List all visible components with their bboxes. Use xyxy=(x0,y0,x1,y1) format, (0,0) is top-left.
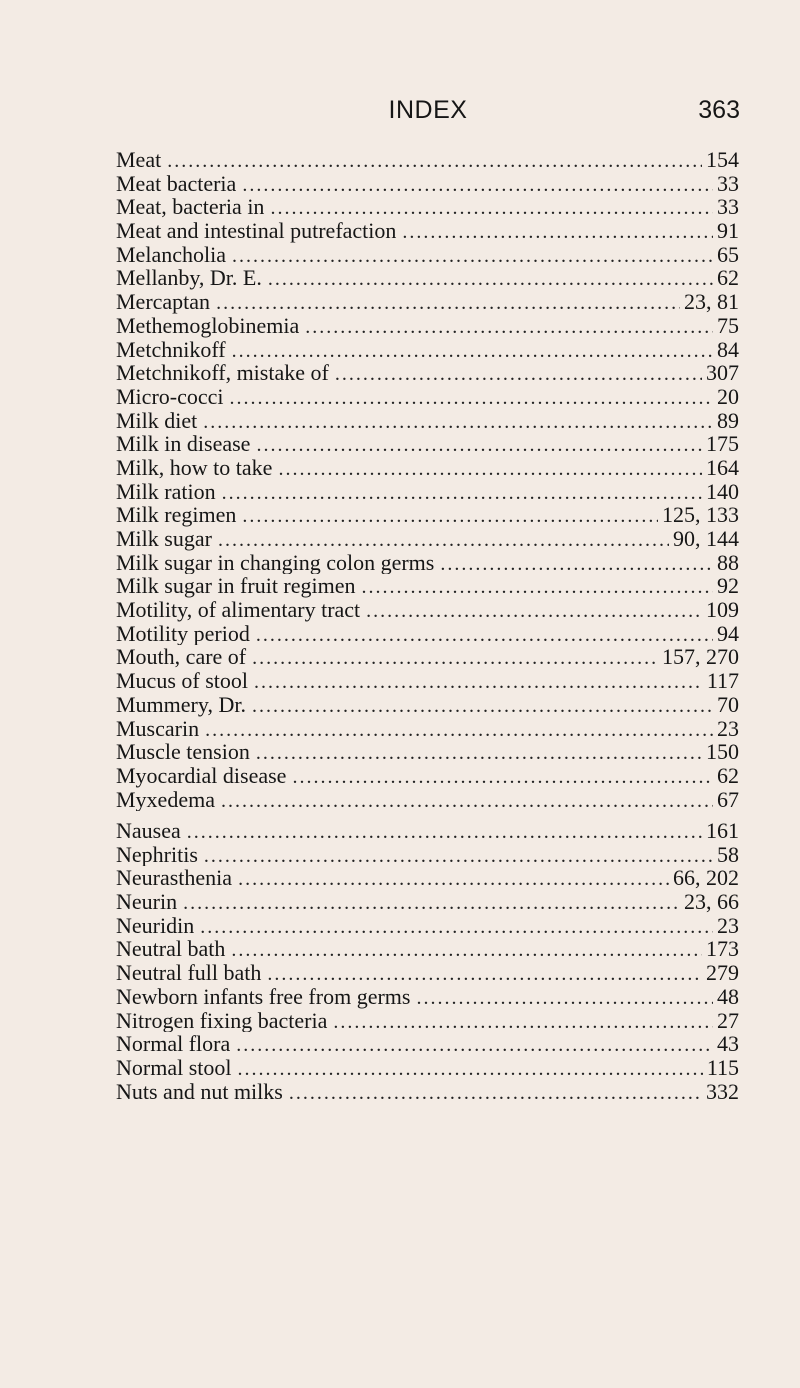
dot-leader xyxy=(222,482,702,504)
index-page-refs: 43 xyxy=(717,1032,739,1056)
index-term: Nephritis xyxy=(116,842,198,867)
index-entry xyxy=(116,914,739,938)
index-term: Motility period xyxy=(116,621,250,646)
index-page-refs: 173 xyxy=(706,937,739,962)
index-entry xyxy=(116,890,739,914)
index-entry xyxy=(116,788,739,812)
index-page-refs: 90, 144 xyxy=(673,527,739,551)
index-entry xyxy=(116,740,739,764)
index-term: Myocardial disease xyxy=(116,763,287,788)
index-page-refs: 23 xyxy=(717,716,739,741)
index-term: Milk regimen xyxy=(116,503,237,527)
dot-leader xyxy=(256,624,713,646)
index-entry xyxy=(116,645,739,669)
index-entry xyxy=(116,195,739,219)
index-page-refs: 33 xyxy=(717,171,739,196)
index-term: Methemoglobinemia xyxy=(116,313,300,338)
index-term: Mummery, Dr. xyxy=(116,692,246,717)
index-entry xyxy=(116,338,739,362)
index-term: Nitrogen fixing bacteria xyxy=(116,1008,328,1033)
index-term: Meat xyxy=(116,148,162,172)
index-term: Melancholia xyxy=(116,242,226,267)
index-page-refs: 48 xyxy=(717,984,739,1009)
index-entry xyxy=(116,480,739,504)
index-term: Newborn infants free from germs xyxy=(116,984,411,1009)
index-page-refs: 75 xyxy=(717,313,739,338)
index-entry xyxy=(116,527,739,551)
dot-leader xyxy=(167,150,702,172)
index-entry xyxy=(116,314,739,338)
index-term: Metchnikoff, mistake of xyxy=(116,361,329,385)
index-term: Neutral bath xyxy=(116,937,226,962)
index-term: Nausea xyxy=(116,819,181,843)
index-entry xyxy=(116,1056,739,1080)
index-page-refs: 175 xyxy=(706,432,739,456)
index-page-refs: 89 xyxy=(717,408,739,433)
index-page-refs: 84 xyxy=(717,337,739,362)
index-page-refs: 307 xyxy=(706,361,739,385)
index-page-refs: 23, 81 xyxy=(684,290,739,314)
index-term: Micro-cocci xyxy=(116,384,224,409)
dot-leader xyxy=(205,719,713,741)
index-term: Motility, of alimentary tract xyxy=(116,598,361,622)
index-entry xyxy=(116,1080,739,1104)
index-entry xyxy=(116,764,739,788)
index-entry xyxy=(116,290,739,314)
dot-leader xyxy=(305,316,713,338)
index-term: Muscarin xyxy=(116,716,200,741)
dot-leader xyxy=(232,245,713,267)
index-page-refs: 66, 202 xyxy=(673,866,739,891)
index-page-refs: 150 xyxy=(706,740,739,764)
index-entry xyxy=(116,669,739,693)
index-term: Milk sugar in fruit regimen xyxy=(116,574,356,599)
dot-leader xyxy=(416,987,713,1009)
dot-leader xyxy=(216,292,680,314)
dot-leader xyxy=(236,1034,713,1056)
index-entry xyxy=(116,385,739,409)
index-term: Mouth, care of xyxy=(116,645,247,670)
index-entry xyxy=(116,693,739,717)
dot-leader xyxy=(238,868,669,890)
index-page-refs: 33 xyxy=(717,195,739,220)
index-entry xyxy=(116,622,739,646)
index-page-refs: 157, 270 xyxy=(662,645,739,670)
index-entry xyxy=(116,503,739,527)
index-page-refs: 94 xyxy=(717,621,739,646)
dot-leader xyxy=(440,553,713,575)
index-entry xyxy=(116,937,739,961)
index-entry xyxy=(116,1032,739,1056)
index-page-refs: 27 xyxy=(717,1008,739,1033)
index-term: Meat, bacteria in xyxy=(116,195,265,220)
dot-leader xyxy=(256,742,702,764)
index-entry xyxy=(116,266,739,290)
dot-leader xyxy=(252,647,658,669)
index-entry xyxy=(116,598,739,622)
index-term: Muscle tension xyxy=(116,740,250,764)
dot-leader xyxy=(242,174,713,196)
dot-leader xyxy=(218,529,669,551)
index-entry xyxy=(116,456,739,480)
dot-leader xyxy=(203,411,713,433)
dot-leader xyxy=(231,939,702,961)
index-entry xyxy=(116,361,739,385)
index-term: Normal stool xyxy=(116,1055,232,1080)
index-entry xyxy=(116,432,739,456)
page-header xyxy=(116,96,740,132)
index-entry xyxy=(116,574,739,598)
index-entry xyxy=(116,148,739,172)
dot-leader xyxy=(335,363,702,385)
index-term: Mercaptan xyxy=(116,290,211,314)
dot-leader xyxy=(187,821,702,843)
index-entry xyxy=(116,172,739,196)
dot-leader xyxy=(278,458,702,480)
index-page-refs: 88 xyxy=(717,550,739,575)
index-term: Milk ration xyxy=(116,479,216,504)
index-term: Nuts and nut milks xyxy=(116,1079,283,1104)
dot-leader xyxy=(238,1058,703,1080)
index-entry xyxy=(116,961,739,985)
dot-leader xyxy=(200,916,713,938)
index-section-m xyxy=(116,148,739,811)
dot-leader xyxy=(252,695,713,717)
index-entry xyxy=(116,717,739,741)
running-title: INDEX xyxy=(388,96,468,124)
index-term: Normal flora xyxy=(116,1032,231,1056)
index-entry xyxy=(116,219,739,243)
index-term: Metchnikoff xyxy=(116,337,226,362)
dot-leader xyxy=(221,790,713,812)
dot-leader xyxy=(270,197,713,219)
index-term: Milk diet xyxy=(116,408,198,433)
index-page-refs: 62 xyxy=(717,763,739,788)
index-term: Milk, how to take xyxy=(116,455,273,480)
index-page-refs: 117 xyxy=(706,669,739,693)
dot-leader xyxy=(366,600,702,622)
index-page-refs: 65 xyxy=(717,242,739,267)
index-term: Milk sugar in changing colon germs xyxy=(116,550,435,575)
index-page-refs: 23, 66 xyxy=(684,890,739,914)
index-term: Milk in disease xyxy=(116,432,251,456)
index-term: Meat and intestinal putrefaction xyxy=(116,219,397,243)
index-term: Neurasthenia xyxy=(116,866,233,891)
index-term: Mucus of stool xyxy=(116,669,248,693)
index-term: Neuridin xyxy=(116,913,195,938)
dot-leader xyxy=(268,268,713,290)
dot-leader xyxy=(242,505,658,527)
index-term: Neurin xyxy=(116,890,178,914)
index-page-refs: 332 xyxy=(706,1079,739,1104)
index-page-refs: 164 xyxy=(706,455,739,480)
index-term: Milk sugar xyxy=(116,527,212,551)
index-entry xyxy=(116,819,739,843)
index-entry xyxy=(116,243,739,267)
index-section-n xyxy=(116,819,739,1103)
index-page-refs: 279 xyxy=(706,961,739,985)
dot-leader xyxy=(254,671,703,693)
index-page-refs: 23 xyxy=(717,913,739,938)
index-page-refs: 92 xyxy=(717,574,739,599)
index-page-refs: 58 xyxy=(717,842,739,867)
dot-leader xyxy=(402,221,713,243)
dot-leader xyxy=(292,766,713,788)
index-page-refs: 62 xyxy=(717,266,739,291)
index-page-refs: 154 xyxy=(706,148,739,172)
index-term: Neutral full bath xyxy=(116,961,262,985)
dot-leader xyxy=(256,434,702,456)
index-term: Myxedema xyxy=(116,787,215,812)
index-page-refs: 115 xyxy=(706,1055,739,1080)
page-number: 363 xyxy=(698,96,740,124)
index-page-refs: 161 xyxy=(706,819,739,843)
dot-leader xyxy=(232,340,713,362)
dot-leader xyxy=(183,892,680,914)
dot-leader xyxy=(289,1082,702,1104)
index-page-refs: 91 xyxy=(717,219,739,243)
dot-leader xyxy=(204,845,713,867)
index-entry xyxy=(116,866,739,890)
dot-leader xyxy=(362,576,713,598)
index-entry xyxy=(116,843,739,867)
index-term: Meat bacteria xyxy=(116,171,237,196)
dot-leader xyxy=(267,963,702,985)
index-page-refs: 125, 133 xyxy=(662,503,739,527)
dot-leader xyxy=(333,1011,713,1033)
index-entry xyxy=(116,1009,739,1033)
index-page-refs: 140 xyxy=(706,479,739,504)
index-entry xyxy=(116,409,739,433)
index-page-refs: 70 xyxy=(717,692,739,717)
index-page-refs: 109 xyxy=(706,598,739,622)
index-entry xyxy=(116,551,739,575)
index-page-refs: 67 xyxy=(717,787,739,812)
index-entry xyxy=(116,985,739,1009)
dot-leader xyxy=(230,387,714,409)
index-page-refs: 20 xyxy=(717,384,739,409)
index-term: Mellanby, Dr. E. xyxy=(116,266,262,291)
